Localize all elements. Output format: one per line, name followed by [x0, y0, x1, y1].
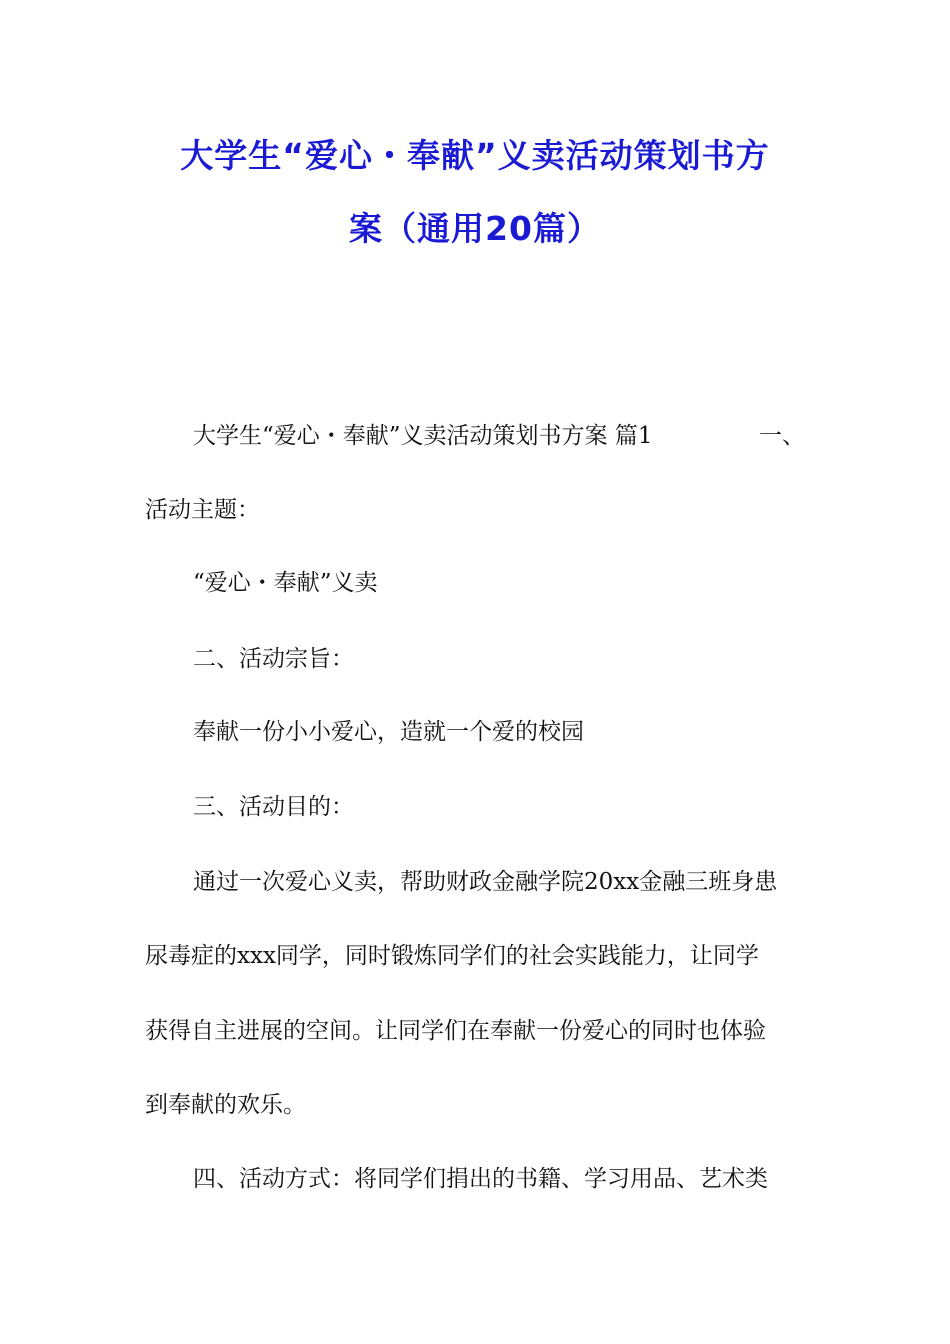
document-title-line-1: 大学生“爱心・奉献”义卖活动策划书方: [180, 136, 770, 175]
purpose-label: 三、活动目的：: [193, 794, 354, 820]
method-paragraph-line-1: 四、活动方式：将同学们捐出的书籍、学习用品、艺术类: [193, 1166, 768, 1192]
purpose-paragraph-line-4: 到奉献的欢乐。: [145, 1092, 306, 1118]
section-number-one: 一、: [759, 423, 805, 449]
section-heading-line: [145, 420, 805, 452]
aim-value: 奉献一份小小爱心，造就一个爱的校园: [193, 719, 584, 745]
purpose-paragraph-line-2: 尿毒症的xxx同学，同时锻炼同学们的社会实践能力，让同学: [145, 943, 759, 969]
purpose-paragraph-line-3: 获得自主进展的空间。让同学们在奉献一份爱心的同时也体验: [145, 1018, 766, 1044]
purpose-paragraph-line-1: 通过一次爱心义卖，帮助财政金融学院20xx金融三班身患: [193, 869, 778, 895]
theme-label: 活动主题：: [145, 497, 260, 523]
document-title-line-2: 案（通用20篇）: [349, 209, 601, 248]
theme-value: “爱心・奉献”义卖: [193, 570, 378, 596]
aim-label: 二、活动宗旨：: [193, 646, 354, 672]
article-heading: 大学生“爱心・奉献”义卖活动策划书方案 篇1: [193, 423, 653, 449]
